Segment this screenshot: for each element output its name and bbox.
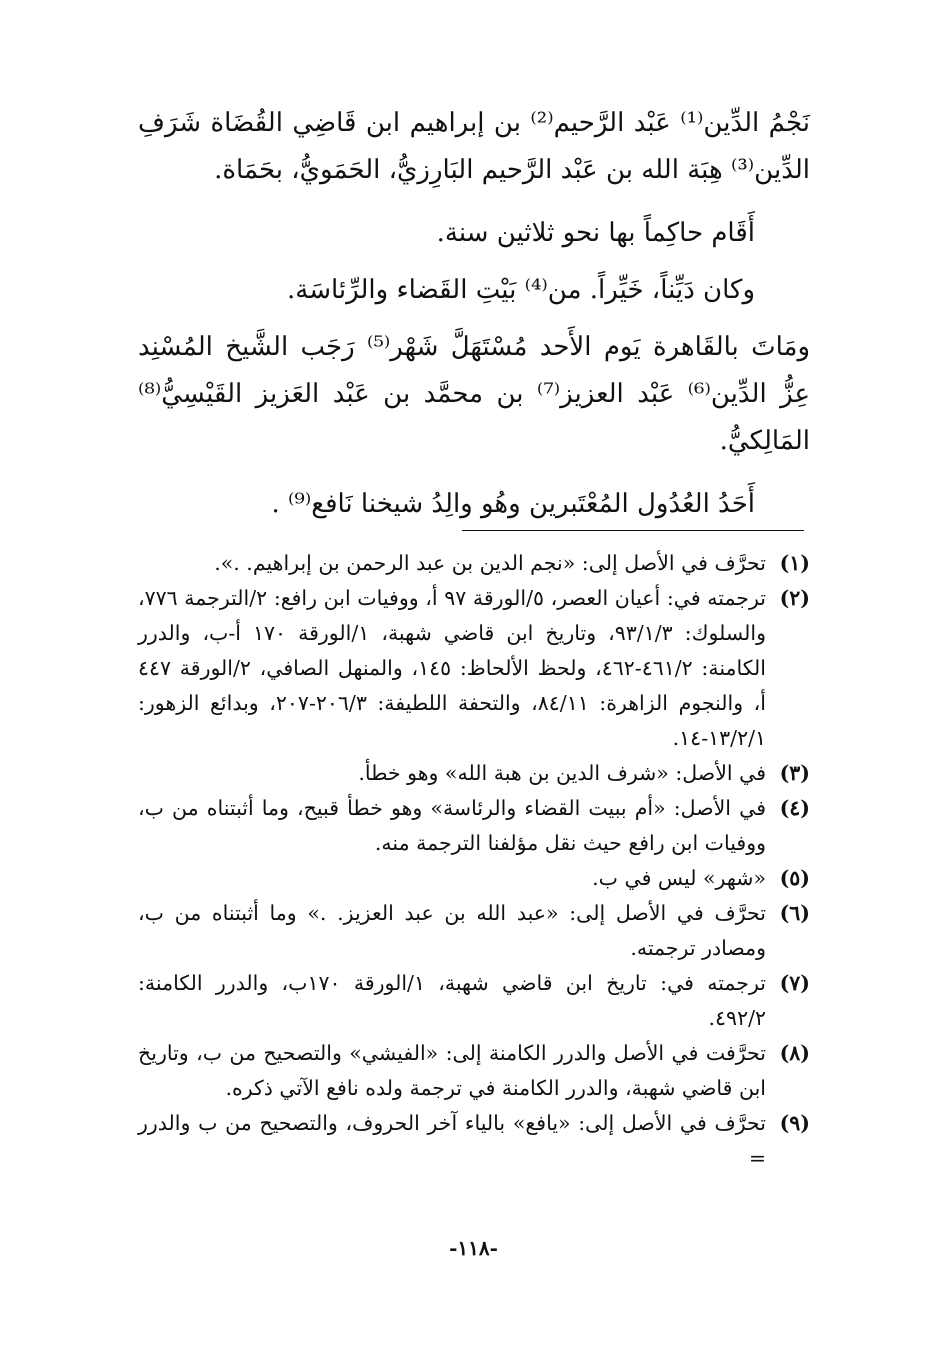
footnote	[138, 791, 810, 861]
footnote-text: تحرَّف في الأصل إلى: «عبد الله بن عبد العزيز. .» وما أثبتناه من ب، ومصادر ترجمته.	[138, 901, 766, 960]
footnote-number: (٦)	[779, 901, 810, 925]
main-text-body	[138, 100, 810, 538]
footnote-number: (٩)	[779, 1111, 810, 1135]
footnote	[138, 756, 810, 791]
footnote	[138, 966, 810, 1036]
footnote-text: ترجمته في: أعيان العصر، ٥/الورقة ٩٧ أ، ووفيات ابن رافع: ٢/الترجمة ٧٧٦، والسلوك: ٩٣/١/٣، وتاريخ ابن قاضي شهبة، ١/الورقة ١٧٠ أ-ب، والدرر الكامنة: ٤٦١/٢-٤٦٢، ولحظ الألحاظ: ١٤٥، والمنهل الصافي، ٢/الورقة ٤٤٧ أ، والنجوم الزاهرة: ٨٤/١١، والتحفة اللطيفة: ٢٠٦/٣-٢٠٧، وبدائع الزهور: ١٣/٢/١-١٤.	[138, 586, 766, 750]
footnote-number: (٥)	[779, 866, 810, 890]
page-number: -١١٨-	[449, 1236, 498, 1260]
main-paragraph: أَحَدُ العُدُول المُعْتَبرين وهُو والِدُ شيخنا نَافع⁽⁹⁾ .	[271, 489, 755, 519]
footnote-text: تحرَّف في الأصل إلى: «نجم الدين بن عبد الرحمن بن إبراهيم. .».	[214, 551, 766, 575]
footnote	[138, 1106, 810, 1176]
main-paragraph: ومَاتَ بالقَاهرة يَوم الأَحد مُسْتَهَلَّ شَهْر⁽⁵⁾ رَجَب الشَّيخ المُسْنِد عِزُّ الدِّين⁽⁶⁾ عَبْد العزيز⁽⁷⁾ بن محمَّد بن عَبْد العَزيز القَيْسِيُّ⁽⁸⁾ المَالِكيُّ.	[138, 332, 811, 456]
footnote-number: (٣)	[779, 761, 810, 785]
footnote-number: (١)	[779, 551, 810, 575]
footnotes-section	[138, 546, 810, 1176]
footnote-number: (٨)	[779, 1041, 810, 1065]
main-paragraph: نَجْمُ الدِّين⁽¹⁾ عَبْد الرَّحيم⁽²⁾ بن إبراهيم ابن قَاضِي القُضَاة شَرَفِ الدِّين⁽³⁾ هِبَة الله بن عَبْد الرَّحيم البَارِزيُّ، الحَمَويُّ، بحَمَاة.	[138, 108, 811, 185]
footnote-number: (٧)	[779, 971, 810, 995]
footnote-number: (٤)	[779, 796, 810, 820]
footnote-text: تحرَّفت في الأصل والدرر الكامنة إلى: «الفيشي» والتصحيح من ب، وتاريخ ابن قاضي شهبة، والدرر الكامنة في ترجمة ولده نافع الآتي ذكره.	[138, 1041, 766, 1100]
footnote-text: ترجمته في: تاريخ ابن قاضي شهبة، ١/الورقة ١٧٠ب، والدرر الكامنة: ٤٩٢/٢.	[138, 971, 766, 1030]
footnote	[138, 546, 810, 581]
footnote-text: «شهر» ليس في ب.	[592, 866, 766, 890]
footnote-text: تحرَّف في الأصل إلى: «يافع» بالياء آخر الحروف، والتصحيح من ب والدرر =	[138, 1111, 766, 1170]
main-paragraph: وكان دَيِّناً، خَيِّراً. من⁽⁴⁾ بَيْتِ القَضاء والرِّئاسَة.	[287, 275, 755, 305]
main-paragraph: أَقَام حاكِماً بها نحو ثلاثين سنة.	[436, 218, 755, 248]
footnote	[138, 1036, 810, 1106]
footnote-text: في الأصل: «أم ببيت القضاء والرئاسة» وهو خطأ قبيح، وما أثبتناه من ب، ووفيات ابن رافع حيث نقل مؤلفنا الترجمة منه.	[138, 796, 766, 855]
footnote	[138, 861, 810, 896]
footnote-number: (٢)	[779, 586, 810, 610]
footnote	[138, 581, 810, 756]
footnote-text: في الأصل: «شرف الدين بن هبة الله» وهو خطأ.	[358, 761, 766, 785]
footnote	[138, 896, 810, 966]
footnote-separator	[462, 530, 804, 531]
